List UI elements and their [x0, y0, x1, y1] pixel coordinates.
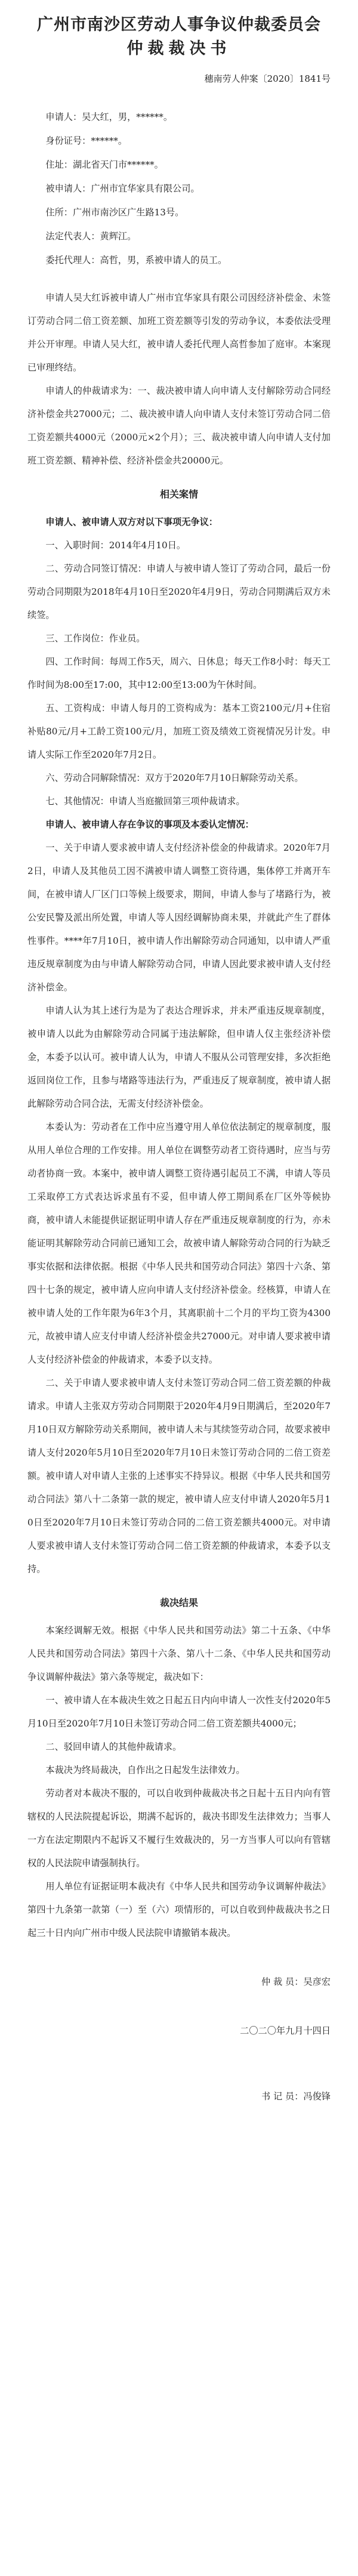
ruling-intro: 本案经调解无效。根据《中华人民共和国劳动法》第二十五条、《中华人民共和国劳动合同法》第四十六条、第八十二条、《中华人民共和国劳动争议调解仲裁法》第六条等规定，裁决如下： — [27, 1625, 331, 1682]
document-title: 仲裁裁决书 — [126, 39, 232, 58]
ruling-heading: 裁决结果 — [159, 1597, 198, 1608]
respondent-name: 被申请人：广州市宜华家具有限公司。 — [45, 183, 200, 194]
applicant-address: 住址：湖北省天门市******。 — [45, 159, 163, 170]
case-introduction: 申请人吴大红诉被申请人广州市宜华家具有限公司因经济补偿金、未签订劳动合同二倍工资差额、加班工资差额等引发的劳动争议，本委依法受理并公开审理。申请人吴大红，被申请人委托代理人高哲参加了庭审。本案现已审理终结。 — [27, 292, 331, 373]
notice-paragraph: 用人单位有证据证明本裁决有《中华人民共和国劳动争议调解仲裁法》第四十九条第一款第（一）至（六）项情形的，可以自收到仲裁裁决书之日起三十日内向广州市中级人民法院申请撤销本裁决。 — [27, 1881, 331, 1938]
legal-representative: 法定代表人：黄辉江。 — [45, 231, 137, 242]
fact-item: 五、工资构成：申请人每月的工资构成为：基本工资2100元/月+住宿补贴80元/月+工龄工资100元/月，加班工资及绩效工资视情况另计发。申请人实际工作至2020年7月2日。 — [27, 703, 331, 760]
uncontested-heading: 申请人、被申请人双方对以下事项无争议： — [45, 517, 218, 527]
ruling-item: 本裁决为终局裁决，自作出之日起发生法律效力。 — [45, 1765, 245, 1775]
applicant-name: 申请人：吴大红，男，******。 — [45, 112, 173, 122]
case-number: 穗南劳人仲案〔2020〕1841号 — [204, 73, 331, 84]
dispute-paragraph: 本委认为：劳动者在工作中应当遵守用人单位依法制定的规章制度，服从用人单位合理的工作安排。用人单位在调整劳动者工资待遇时，应当与劳动者协商一致。本案中，被申请人调整工资待遇引起员工不满，申请人等员工采取停工方式表达诉求虽有不妥，但申请人停工期间系在厂区外等候协商，被申请人未能提供证据证明申请人存在严重违反规章制度的行为，亦未能证明其解除劳动合同前已通知工会，故被申请人解除劳动合同的行为缺乏事实依据和法律依据。根据《中华人民共和国劳动合同法》第四十六条、第四十七条的规定，被申请人应向申请人支付经济补偿金。经核算，申请人在被申请人处的工作年限为6年3个月，其离职前十二个月的平均工资为4300元，故被申请人应支付申请人经济补偿金共27000元。对申请人要求被申请人支付经济补偿金的仲裁请求，本委予以支持。 — [27, 1122, 331, 1365]
respondent-address: 住所：广州市南沙区广生路13号。 — [45, 207, 184, 218]
dispute-heading: 申请人、被申请人存在争议的事项及本委认定情况： — [45, 819, 254, 830]
dispute-paragraph: 一、关于申请人要求被申请人支付经济补偿金的仲裁请求。2020年7月2日，申请人及其他员工因不满被申请人调整工资待遇，集体停工并离开车间，在被申请人厂区门口等候上级要求，期间，申请人参与了堵路行为，被公安民警及派出所处置，申请人等人因经调解协商未果，并就此产生了群体性事件。****年7月10日，被申请人作出解除劳动合同通知，以申请人严重违反规章制度为由与申请人解除劳动合同，申请人因此要求被申请人支付经济补偿金。 — [27, 842, 331, 993]
dispute-paragraph: 二、关于申请人要求被申请人支付未签订劳动合同二倍工资差额的仲裁请求。申请人主张双方劳动合同期限于2020年4月9日期满后，至2020年7月10日双方解除劳动关系期间，被申请人未与其续签劳动合同，故要求被申请人支付2020年5月10日至2020年7月10日未签订劳动合同的二倍工资差额。被申请人对申请人主张的上述事实不持异议。根据《中华人民共和国劳动合同法》第八十二条第一款的规定，被申请人应支付申请人2020年5月10日至2020年7月10日未签订劳动合同的二倍工资差额共4000元。对申请人要求被申请人支付未签订劳动合同二倍工资差额的仲裁请求，本委予以支持。 — [27, 1377, 331, 1574]
arbitrator-signature: 仲 裁 员：吴彦宏 — [261, 1976, 331, 1987]
authorized-agent: 委托代理人：高哲，男，系被申请人的员工。 — [45, 255, 227, 265]
dispute-paragraph: 申请人认为其上述行为是为了表达合理诉求，并未严重违反规章制度，被申请人以此为由解除劳动合同属于违法解除，但申请人仅主张经济补偿金，本委予以认可。被申请人认为，申请人不服从公司管理安排，多次拒绝返回岗位工作，且参与堵路等违法行为，严重违反了规章制度，被申请人据此解除劳动合同合法，无需支付经济补偿金。 — [27, 1005, 331, 1109]
clerk-signature: 书 记 员：冯俊锋 — [261, 2091, 331, 2102]
fact-item: 六、劳动合同解除情况：双方于2020年7月10日解除劳动关系。 — [45, 773, 304, 783]
notice-paragraph: 劳动者对本裁决不服的，可以自收到仲裁裁决书之日起十五日内向有管辖权的人民法院提起诉讼，期满不起诉的，裁决书即发生法律效力；当事人一方在法定期限内不起诉又不履行生效裁决的，另一方当事人可以向有管辖权的人民法院申请强制执行。 — [27, 1788, 331, 1868]
fact-item: 三、工作岗位：作业员。 — [45, 633, 146, 644]
committee-title: 广州市南沙区劳动人事争议仲裁委员会 — [37, 16, 321, 34]
ruling-item: 一、被申请人在本裁决生效之日起五日内向申请人一次性支付2020年5月10日至2020年7月10日未签订劳动合同二倍工资差额共4000元； — [27, 1695, 331, 1729]
arbitration-claims: 申请人的仲裁请求为：一、裁决被申请人向申请人支付解除劳动合同经济补偿金共27000元；二、裁决被申请人向申请人支付未签订劳动合同二倍工资差额共4000元（2000元×2个月）；三、裁决被申请人向申请人支付加班工资差额、精神补偿、经济补偿金共20000元。 — [27, 385, 331, 466]
facts-heading: 相关案情 — [159, 489, 198, 500]
ruling-item: 二、驳回申请人的其他仲裁请求。 — [45, 1741, 182, 1752]
ruling-date: 二〇二〇年九月十四日 — [240, 2025, 331, 2036]
fact-item: 七、其他情况：申请人当庭撤回第三项仲裁请求。 — [45, 796, 245, 807]
applicant-id: 身份证号：******。 — [45, 135, 128, 146]
party-info — [27, 105, 331, 272]
fact-item: 四、工作时间：每周工作5天，周六、日休息；每天工作8小时：每天工作时间为8:00至17:00，其中12:00至13:00为午休时间。 — [27, 656, 331, 690]
fact-item: 一、入职时间：2014年4月10日。 — [45, 540, 186, 551]
fact-item: 二、劳动合同签订情况：申请人与被申请人签订了劳动合同，最后一份劳动合同期限为2018年4月10日至2020年4月9日，劳动合同期满后双方未续签。 — [27, 563, 331, 620]
